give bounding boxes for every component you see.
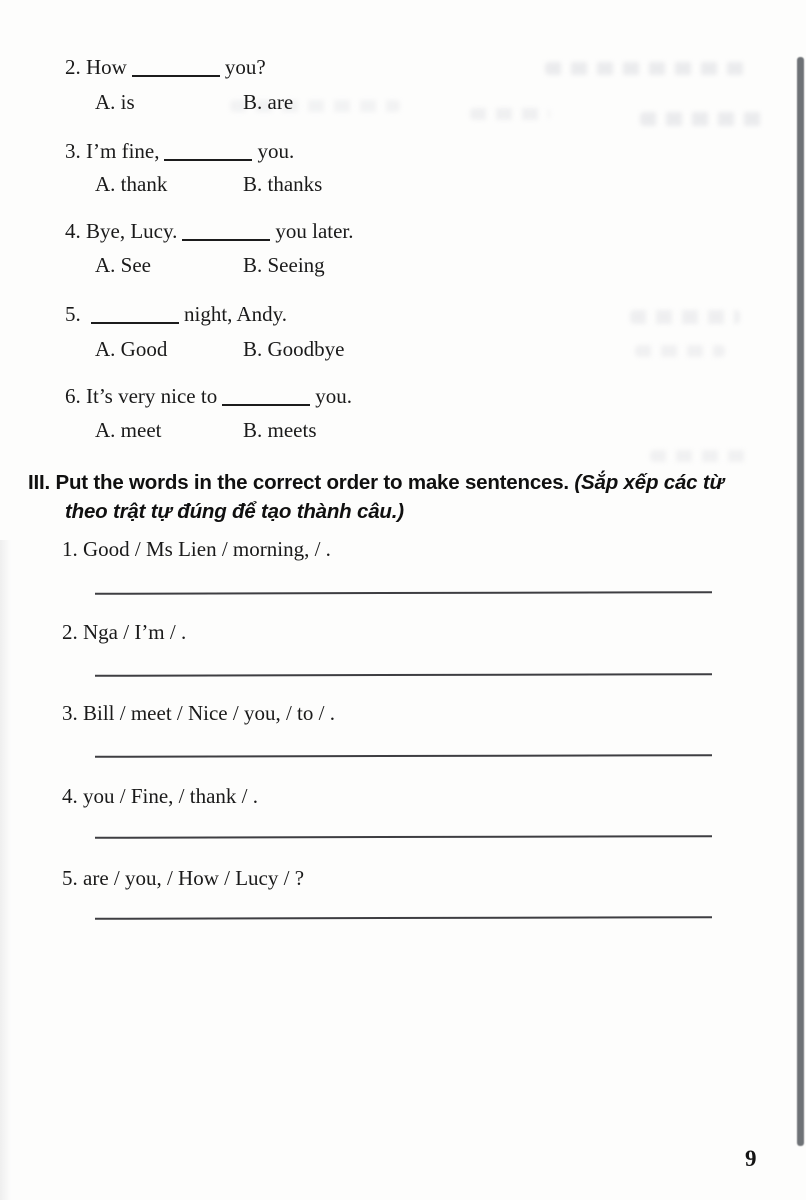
answer-writing-line [95, 916, 712, 920]
question-number: 5. [65, 302, 81, 326]
answer-writing-line [95, 591, 712, 595]
answer-writing-line [95, 673, 712, 677]
scan-ghost-artifact [545, 62, 745, 75]
question-line [65, 384, 352, 409]
question-line [65, 219, 354, 244]
heading-text-vi: theo trật tự đúng để tạo thành câu.) [65, 500, 404, 523]
section-heading-line1 [28, 468, 768, 497]
unscramble-item: 1. Good / Ms Lien / morning, / . [62, 537, 331, 561]
question-number: 4. [65, 219, 81, 243]
question-number: 3. [65, 139, 81, 163]
section-heading [28, 468, 768, 526]
question-text-after-blank: you? [224, 55, 266, 79]
question-number: 6. [65, 384, 81, 408]
scan-ghost-artifact [640, 112, 770, 126]
question-line [65, 302, 287, 327]
question-text-after-blank: you. [257, 139, 295, 163]
option-b: B. thanks [243, 172, 323, 196]
page-number: 9 [745, 1146, 757, 1171]
question-text-before-blank: I’m fine, [86, 139, 160, 163]
unscramble-item: 4. you / Fine, / thank / . [62, 784, 258, 808]
unscramble-item: 3. Bill / meet / Nice / you, / to / . [62, 701, 335, 725]
option-b: B. meets [243, 418, 317, 442]
section-label: III. [28, 471, 50, 494]
option-a: A. See [95, 253, 151, 277]
question-text-before-blank: It’s very nice to [86, 384, 218, 408]
option-b: B. Goodbye [243, 337, 345, 361]
option-a: A. thank [95, 172, 168, 196]
answer-writing-line [95, 835, 712, 839]
options-row [65, 418, 485, 448]
options-row [65, 337, 485, 367]
unscramble-item: 5. are / you, / How / Lucy / ? [62, 866, 305, 890]
question-text-after-blank: you. [315, 384, 352, 408]
answer-writing-line [95, 754, 712, 758]
question-line [65, 139, 294, 164]
heading-text-en: Put the words in the correct order to make sentences. [55, 471, 569, 494]
question-text-after-blank: you later. [275, 219, 354, 243]
options-row [65, 90, 485, 120]
option-b: B. are [243, 90, 294, 114]
answer-blank [91, 320, 179, 324]
answer-blank [164, 157, 252, 161]
answer-blank [132, 73, 220, 77]
scan-ghost-artifact [630, 310, 740, 324]
book-edge-bar [797, 57, 804, 1146]
question-text-after-blank: night, Andy. [184, 302, 288, 326]
unscramble-item: 2. Nga / I’m / . [62, 620, 187, 644]
question-text-before-blank: Bye, Lucy. [86, 219, 178, 243]
option-b: B. Seeing [243, 253, 325, 277]
option-a: A. Good [95, 337, 168, 361]
options-row [65, 172, 485, 202]
scan-ghost-artifact [635, 345, 725, 357]
question-text-before-blank: How [86, 55, 127, 79]
question-line [65, 55, 266, 80]
options-row [65, 253, 485, 283]
answer-blank [222, 402, 310, 406]
option-a: A. is [95, 90, 135, 114]
option-a: A. meet [95, 418, 162, 442]
page-edge-shadow [0, 540, 11, 1200]
answer-blank [182, 237, 270, 241]
scan-ghost-artifact [650, 450, 750, 462]
question-number: 2. [65, 55, 81, 79]
heading-text-vi: (Sắp xếp các từ [574, 471, 724, 494]
